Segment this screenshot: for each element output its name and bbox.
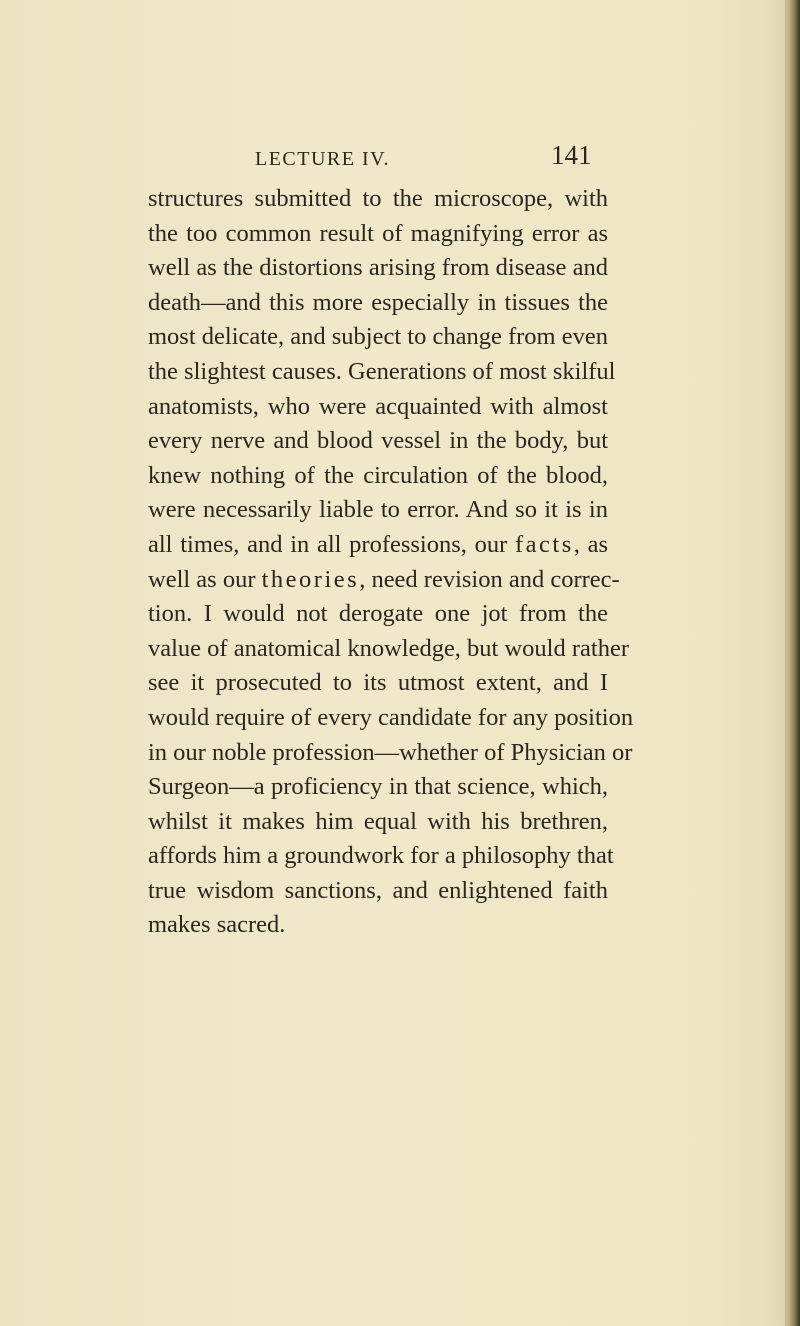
text-line bbox=[148, 563, 620, 598]
text-line: see it prosecuted to its utmost extent, and I bbox=[148, 669, 608, 697]
text-run: , need revision and correc- bbox=[359, 565, 620, 593]
text-line: would require of every candidate for any position bbox=[148, 703, 634, 731]
text-line: in our noble profession—whether of Physician or bbox=[148, 738, 633, 766]
text-line: whilst it makes him equal with his brethren, bbox=[148, 807, 608, 835]
text-run: , as bbox=[573, 530, 608, 558]
book-spine bbox=[788, 0, 800, 1326]
page-number: 141 bbox=[551, 140, 592, 170]
spaced-emphasis: facts bbox=[515, 530, 574, 558]
text-line: Surgeon—a proficiency in that science, which, bbox=[148, 773, 608, 801]
spaced-emphasis: theories bbox=[261, 565, 360, 593]
body-text bbox=[148, 182, 634, 943]
text-line: well as the distortions arising from disease and bbox=[148, 254, 608, 282]
text-line: value of anatomical knowledge, but would rather bbox=[148, 634, 629, 662]
running-header bbox=[255, 140, 600, 180]
text-run: all times, and in all professions, our bbox=[148, 530, 515, 558]
text-line: the slightest causes. Generations of most skilful bbox=[148, 357, 616, 385]
text-line: affords him a groundwork for a philosophy that bbox=[148, 842, 614, 870]
text-line: knew nothing of the circulation of the blood, bbox=[148, 461, 608, 489]
text-line bbox=[148, 528, 608, 563]
chapter-title: LECTURE IV. bbox=[255, 148, 391, 170]
text-line: death—and this more especially in tissues the bbox=[148, 288, 608, 316]
text-line: structures submitted to the microscope, with bbox=[148, 185, 608, 212]
text-line: most delicate, and subject to change from even bbox=[148, 323, 608, 351]
text-line: anatomists, who were acquainted with almost bbox=[148, 392, 608, 420]
text-line: were necessarily liable to error. And so it is in bbox=[148, 496, 608, 524]
text-line: every nerve and blood vessel in the body, but bbox=[148, 427, 608, 455]
text-line: the too common result of magnifying error as bbox=[148, 219, 608, 247]
text-line: tion. I would not derogate one jot from the bbox=[148, 600, 608, 628]
text-run: well as our bbox=[148, 565, 262, 593]
text-line: makes sacred. bbox=[148, 911, 286, 939]
text-line: true wisdom sanctions, and enlightened faith bbox=[148, 876, 608, 904]
